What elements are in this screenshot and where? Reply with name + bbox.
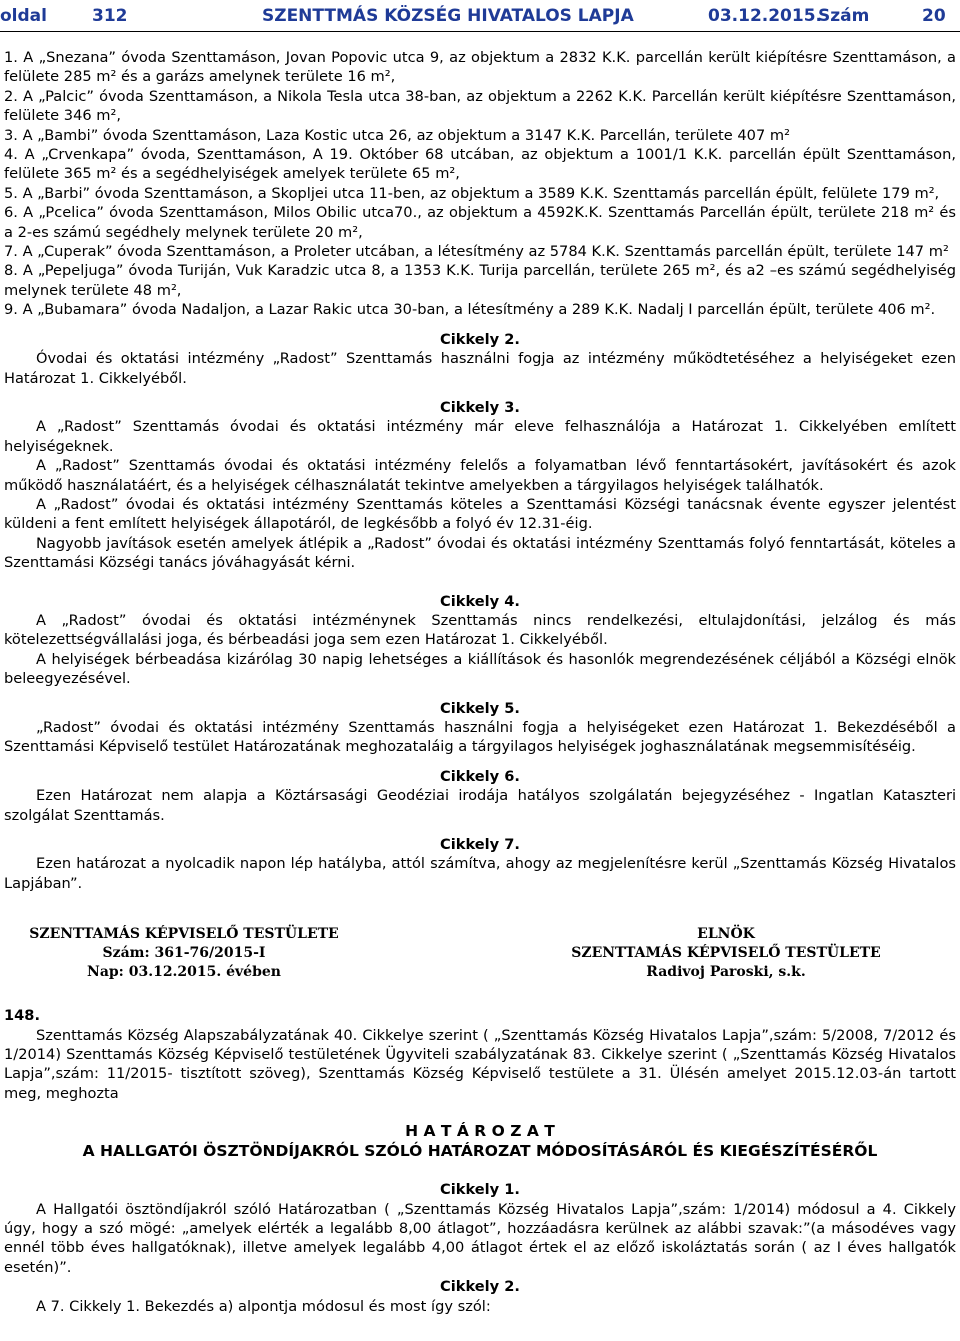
list-item: 9. A „Bubamara” óvoda Nadaljon, a Lazar Rakic utca 30-ban, a létesítmény a 289 K.K. Nadalj I parcellán épült, területe 406 m². [4, 301, 936, 319]
list-item: 2. A „Palcic” óvoda Szenttamáson, a Nikola Tesla utca 38-ban, az objektum a 2262 K.K. Parcellán került kiépítésre Szenttamáson, felülete 346 m², [4, 87, 956, 125]
header-issue-label: Szám [818, 6, 870, 26]
header-rule [0, 31, 960, 32]
article-2-text: Óvodai és oktatási intézmény „Radost” Szenttamás használni fogja az intézmény működtetéséhez a helyiségeket ezen Határozat 1. Cikkelyéből. [4, 350, 956, 387]
decision-number: 148. [4, 1007, 41, 1025]
signature-left-line: Szám: 361-76/2015-I [102, 945, 266, 962]
signature-block [4, 925, 956, 982]
article-3-paragraph: Nagyobb javítások esetén amelyek átlépik a „Radost” óvodai és oktatási intézmény Szenttamás folyó fenntartását, köteles a Szenttamási Községi tanács jóváhagyását kérni. [4, 534, 956, 572]
article-3-paragraph: A „Radost” Szenttamás óvodai és oktatási intézmény felelős a folyamatban lévő fenntartásokért, javításokért és azok működő használatáért, és a helyiségek célhasználatát tekintve amelyekben a tárgyilagos helyiségek találhatók. [4, 457, 956, 494]
decision-article-2-heading: Cikkely 2. [440, 1278, 520, 1296]
decision-intro: Szenttamás Község Alapszabályzatának 40. Cikkelye szerint ( „Szenttamás Község Hivatalos Lapja”,szám: 5/2008, 7/2012 és 1/2014) Szenttamás Község Képviselő testületének Ügyviteli szabályzatának 83. Cikkelye szerint ( „Szenttamás Község Hivatalos Lapja”,szám: 11/2015- tisztított szöveg), Szenttamás Község Képviselő testülete a 31. Ülésén amelyet 2015.12.03-án tartott meg, meghozta [4, 1026, 956, 1102]
decision-article-2-text: A 7. Cikkely 1. Bekezdés a) alpontja módosul és most így szól: [36, 1297, 491, 1315]
article-7-paragraph: Ezen határozat a nyolcadik napon lép hatályba, attól számítva, ahogy az megjelenítésre kerül „Szenttamás Község Hivatalos Lapjában”. [4, 855, 956, 892]
header-title: SZENTTMÁS KÖZSÉG HIVATALOS LAPJA [262, 6, 634, 26]
signature-left [4, 925, 364, 982]
article-4-paragraph: A „Radost” óvodai és oktatási intézménynek Szenttamás nincs rendelkezési, eltulajdonítási, jelzálog és más kötelezettségvállalási joga, és bérbeadási joga sem ezen Határozat 1. Cikkelyéből. [4, 611, 956, 649]
signature-right [536, 925, 916, 982]
article-4-paragraph: A helyiségek bérbeadása kizárólag 30 napig lehetséges a kiállítások és hasonlók megrendezésének céljából a Községi elnök beleegyezésével. [4, 650, 956, 688]
signature-left-line: Nap: 03.12.2015. évében [87, 964, 281, 981]
page-header [0, 4, 960, 28]
signature-right-line: SZENTTAMÁS KÉPVISELŐ TESTÜLETE [571, 945, 881, 962]
article-6-heading: Cikkely 6. [440, 767, 520, 785]
article-7-heading: Cikkely 7. [440, 836, 520, 854]
list-item: 1. A „Snezana” óvoda Szenttamáson, Jovan Popovic utca 9, az objektum a 2832 K.K. parcellán került kiépítésre Szenttamáson, a felülete 285 m² és a garázs amelynek területe 16 m², [4, 49, 956, 86]
header-page-number: 312 [92, 6, 128, 26]
header-issue-number: 20 [922, 6, 946, 26]
decision-article-1-text: A Hallgatói ösztöndíjakról szóló Határozatban ( „Szenttamás Község Hivatalos Lapja”,szám: 1/2014) módosul a 4. Cikkely úgy, hogy a szó mögé: „amelyek elérték a legalább 8,00 átlagot”, hozzáadásra kerülnek az alábbi szavak:”(a másodéves vagy ennél több éves hallgatóknak), illetve amelyek legalább 4,00 átlagot értek el az előző iskoláztatás során ( az I éves hallgatók esetén)”. [4, 1200, 956, 1276]
article-6-paragraph: Ezen Határozat nem alapja a Köztársasági Geodéziai irodája hatályos szolgálatán bejegyzéséhez - Ingatlan Kataszteri szolgálat Szenttamás. [4, 787, 956, 824]
article-5-heading: Cikkely 5. [440, 699, 520, 717]
document-body [4, 48, 956, 1316]
list-item: 4. A „Crvenkapa” óvoda, Szenttamáson, A 19. Október 68 utcában, az objektum a 1001/1 K.K. parcellán épült Szenttamáson, felülete 365 m² és a segédhelyiségek amelyek területe 65 m², [4, 146, 956, 183]
signature-right-line: Radivoj Paroski, s.k. [646, 964, 806, 981]
list-item: 3. A „Bambi” óvoda Szenttamáson, Laza Kostic utca 26, az objektum a 3147 K.K. Parcellán, területe 407 m² [4, 126, 790, 144]
decision-title: H A T Á R O Z A T [405, 1122, 555, 1141]
header-page-label: oldal [0, 6, 47, 26]
article-3-paragraph: A „Radost” óvodai és oktatási intézmény Szenttamás köteles a Szenttamási Községi tanácsnak évente egyszer jelentést küldeni a fent említett helyiségek állapotáról, de legkésőbb a folyó év 12.31-éig. [4, 495, 956, 533]
kindergarten-list [4, 48, 956, 320]
signature-right-line: ELNÖK [697, 926, 755, 943]
article-3-heading: Cikkely 3. [440, 398, 520, 416]
article-3-paragraph: A „Radost” Szenttamás óvodai és oktatási intézmény már eleve felhasználója a Határozat 1. Cikkelyében említett helyiségeknek. [4, 418, 956, 455]
decision-subtitle: A HALLGATÓI ÖSZTÖNDÍJAKRÓL SZÓLÓ HATÁROZAT MÓDOSÍTÁSÁRÓL ÉS KIEGÉSZÍTÉSÉRŐL [82, 1141, 878, 1160]
article-5-paragraph: „Radost” óvodai és oktatási intézmény Szenttamás használni fogja a helyiségeket ezen Határozat 1. Bekezdéséből a Szenttamási Képviselő testület Határozatának meghozataláig a tárgyilagos helyiségek joghasználatának megsemmisítéséig. [4, 719, 956, 756]
article-4-heading: Cikkely 4. [440, 592, 520, 610]
list-item: 6. A „Pcelica” óvoda Szenttamáson, Milos Obilic utca70., az objektum a 4592K.K. Szenttamás Parcellán épült, területe 218 m² és a 2-es számú segédhely melynek területe 20 m², [4, 204, 956, 241]
decision-article-1-heading: Cikkely 1. [440, 1181, 520, 1199]
list-item: 8. A „Pepeljuga” óvoda Turiján, Vuk Karadzic utca 8, a 1353 K.K. Turija parcellán, területe 265 m², és a2 –es számú segédhelyiség melynek területe 48 m², [4, 262, 956, 299]
signature-left-line: SZENTTAMÁS KÉPVISELŐ TESTÜLETE [29, 926, 339, 943]
list-item: 7. A „Cuperak” óvoda Szenttamáson, a Proleter utcában, a létesítmény az 5784 K.K. Szenttamás parcellán épült, területe 147 m² [4, 243, 949, 261]
list-item: 5. A „Barbi” óvoda Szenttamáson, a Skopljei utca 11-ben, az objektum a 3589 K.K. Szenttamás parcellán épült, felülete 179 m², [4, 184, 940, 202]
article-2-heading: Cikkely 2. [440, 330, 520, 348]
header-date: 03.12.2015. [708, 6, 823, 26]
